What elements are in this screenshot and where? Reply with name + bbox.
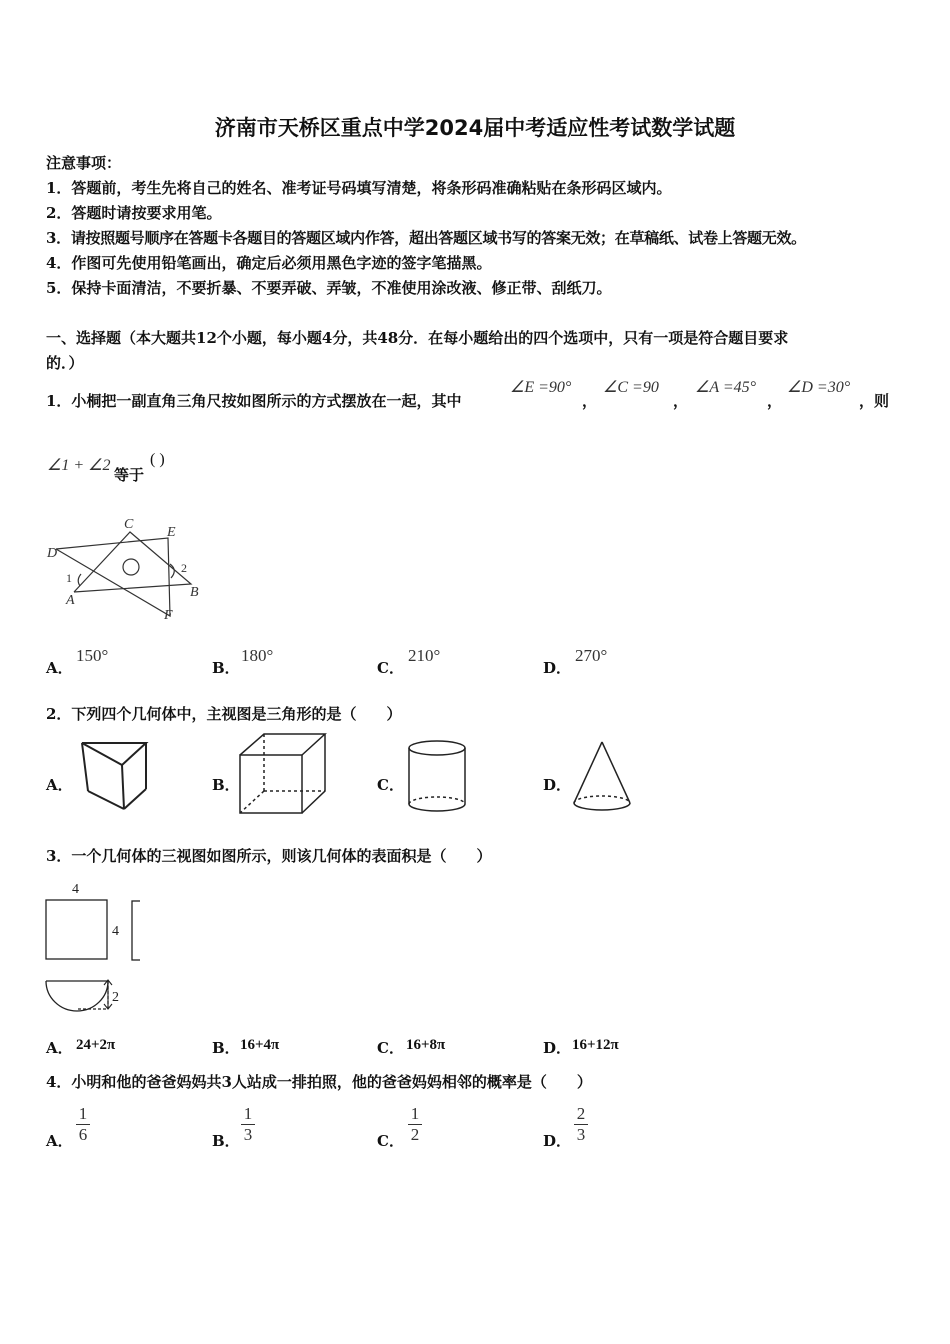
cylinder-icon	[404, 738, 470, 818]
angle-e-expr: ∠E =90°	[510, 379, 572, 396]
option-c-label[interactable]: C．	[377, 659, 404, 677]
label-f: F	[164, 608, 173, 623]
separator: ，	[767, 392, 783, 410]
dim-height: 2	[112, 990, 119, 1005]
label-b: B	[190, 585, 199, 600]
denominator: 3	[576, 1125, 586, 1144]
option-c-label[interactable]: C．	[377, 1132, 404, 1150]
option-a-label[interactable]: A．	[46, 1039, 73, 1057]
option-c-value: 16+8π	[406, 1037, 446, 1053]
notice-item: 1．答题前，考生先将自己的姓名、准考证号码填写清楚，将条形码准确粘贴在条形码区域内。	[46, 179, 672, 197]
option-a-value: 24+2π	[76, 1037, 116, 1053]
denominator: 6	[78, 1125, 88, 1144]
option-b-label[interactable]: B．	[212, 776, 240, 794]
answer-paren: ( )	[150, 451, 165, 468]
option-d-label[interactable]: D．	[543, 659, 572, 677]
numerator: 1	[78, 1104, 88, 1123]
option-a-label[interactable]: A．	[46, 776, 73, 794]
separator: ，	[582, 392, 598, 410]
question-3-stem: 3．一个几何体的三视图如图所示，则该几何体的表面积是（ ）	[46, 847, 492, 865]
numerator: 2	[576, 1104, 586, 1123]
label-1: 1	[66, 571, 72, 585]
angle-d-expr: ∠D =30°	[787, 379, 851, 396]
question-1-equals: 等于	[114, 466, 145, 484]
option-b-label[interactable]: B．	[212, 1132, 240, 1150]
triangles-figure	[44, 512, 209, 624]
question-4-stem: 4．小明和他的爸爸妈妈共3人站成一排拍照，他的爸爸妈妈相邻的概率是（ ）	[46, 1073, 592, 1091]
notice-item: 4．作图可先使用铅笔画出，确定后必须用黑色字迹的签字笔描黑。	[46, 254, 492, 272]
page-title: 济南市天桥区重点中学2024届中考适应性考试数学试题	[214, 116, 736, 140]
label-e: E	[167, 525, 176, 540]
notice-item: 3．请按照题号顺序在答题卡各题目的答题区域内作答，超出答题区域书写的答案无效；在草稿纸、试卷上答题无效。	[46, 229, 806, 247]
option-d-value: 270°	[575, 646, 608, 665]
option-b-value: 180°	[241, 646, 274, 665]
option-d-label[interactable]: D．	[543, 1039, 572, 1057]
triangular-prism-icon	[78, 737, 152, 813]
notice-item: 2．答题时请按要求用笔。	[46, 204, 222, 222]
label-d: D	[47, 546, 58, 561]
dim-top: 4	[72, 882, 79, 897]
notice-heading: 注意事项：	[46, 154, 122, 172]
option-b-label[interactable]: B．	[212, 1039, 240, 1057]
option-c-value: 210°	[408, 646, 441, 665]
question-2-stem: 2．下列四个几何体中，主视图是三角形的是（ ）	[46, 705, 402, 723]
denominator: 3	[243, 1125, 253, 1144]
option-a-label[interactable]: A．	[46, 659, 73, 677]
label-2: 2	[181, 561, 187, 575]
angle-a-expr: ∠A =45°	[695, 379, 757, 396]
section-heading: 一、选择题（本大题共12个小题，每小题4分，共48分．在每小题给出的四个选项中，只有一项是符合题目要求	[46, 329, 789, 347]
option-c-label[interactable]: C．	[377, 776, 404, 794]
height-dimension	[100, 977, 130, 1017]
option-a-fraction	[76, 1104, 90, 1145]
notice-item: 5．保持卡面清洁，不要折暴、不要弄破、弄皱，不准使用涂改液、修正带、刮纸刀。	[46, 279, 612, 297]
option-a-label[interactable]: A．	[46, 1132, 73, 1150]
option-b-fraction	[241, 1104, 255, 1145]
denominator: 2	[410, 1125, 420, 1144]
option-a-value: 150°	[76, 646, 109, 665]
option-c-fraction	[408, 1104, 422, 1145]
angle-c-expr: ∠C =90	[603, 379, 659, 396]
option-c-label[interactable]: C．	[377, 1039, 404, 1057]
cone-icon	[569, 738, 635, 818]
label-a: A	[66, 593, 75, 608]
cube-icon	[236, 731, 330, 817]
numerator: 1	[243, 1104, 253, 1123]
option-d-value: 16+12π	[572, 1037, 619, 1053]
option-b-value: 16+4π	[240, 1037, 280, 1053]
separator: ，	[673, 392, 689, 410]
question-1-stem-end: ，则	[859, 392, 890, 410]
label-c: C	[124, 517, 134, 532]
option-b-label[interactable]: B．	[212, 659, 240, 677]
option-d-label[interactable]: D．	[543, 1132, 572, 1150]
numerator: 1	[410, 1104, 420, 1123]
question-1-stem: 1．小桐把一副直角三角尺按如图所示的方式摆放在一起，其中	[46, 392, 462, 410]
dim-side: 4	[112, 924, 119, 939]
option-d-fraction	[574, 1104, 588, 1145]
angle-sum-expr: ∠1 + ∠2	[47, 457, 111, 474]
option-d-label[interactable]: D．	[543, 776, 572, 794]
section-heading-cont: 的．）	[46, 354, 84, 372]
